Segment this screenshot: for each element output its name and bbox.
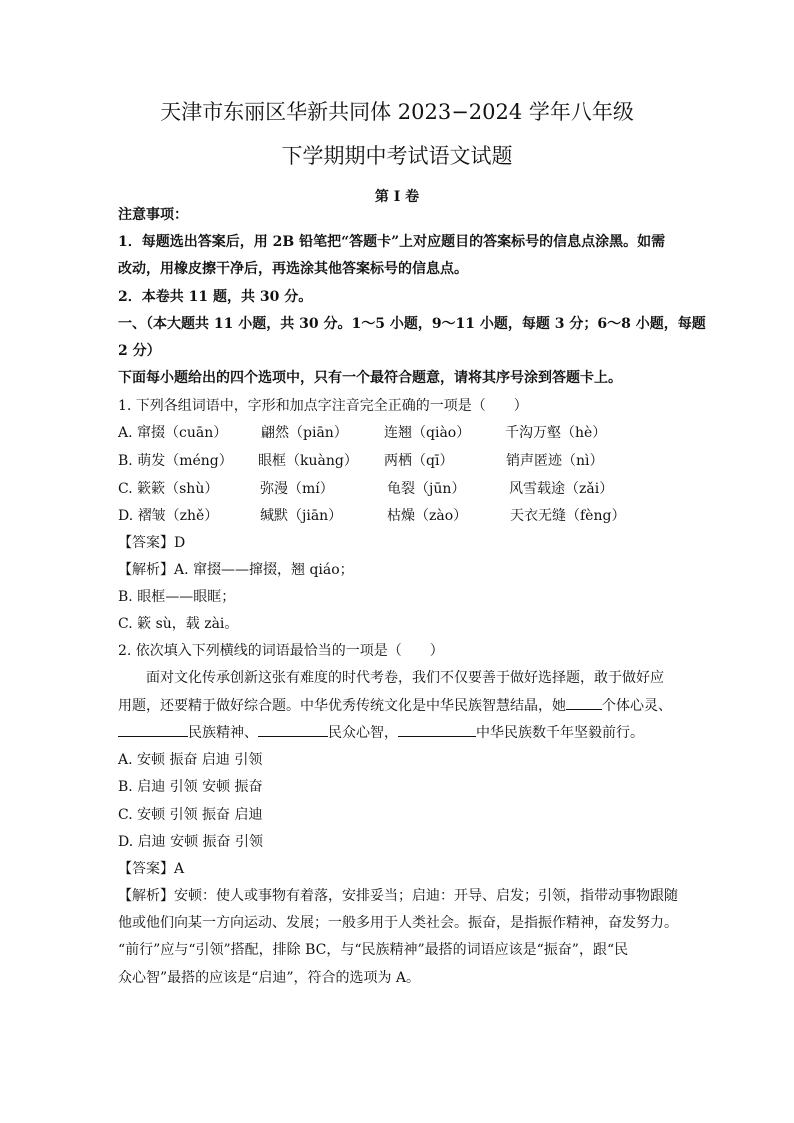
exam-title-line1: 天津市东丽区华新共同体 2023−2024 学年八年级	[160, 100, 634, 124]
q1-option-b-3: 两栖（qī）	[384, 453, 454, 469]
q1-analysis-2: B. 眼框——眼眶；	[118, 589, 236, 605]
q2-blank-3	[258, 722, 328, 737]
q2-passage-2a: 用题，还要精于做好综合题。中华优秀传统文化是中华民族智慧结晶，她	[118, 698, 566, 714]
q2-analysis-1-text: 安顿：使人或事物有着落，安排妥当；启迪：开导、启发；引领，指带动事物跟随	[174, 888, 678, 904]
q1-option-b-2: 眼框（kuàng）	[258, 453, 358, 469]
q2-option-b: B. 启迪 引领 安顿 振奋	[118, 779, 263, 795]
q1-option-c-4: 风雪载途（zǎi）	[509, 481, 614, 497]
q1-option-d-2: 缄默（jiān）	[260, 508, 343, 524]
q2-blank-1	[566, 695, 602, 710]
q2-option-c: C. 安顿 引领 振奋 启迪	[118, 807, 263, 823]
q2-option-a: A. 安顿 振奋 启迪 引领	[118, 752, 263, 768]
q2-analysis-4: 众心智”最搭的应该是“启迪”，符合的选项为 A。	[118, 970, 421, 986]
q1-option-c-3: 龟裂（jūn）	[387, 481, 466, 497]
part1-header-b: 2 分）	[118, 343, 161, 359]
q1-answer: 【答案】D	[118, 535, 186, 551]
q2-option-d: D. 启迪 安顿 振奋 引领	[118, 834, 263, 850]
q1-option-d-1: D. 褶皱（zhě）	[118, 508, 219, 524]
q2-passage-3c: 中华民族数千年坚毅前行。	[476, 725, 644, 741]
q2-passage-3a: 民族精神、	[188, 725, 258, 741]
q2-analysis-3: “前行”应与“引领”搭配，排除 BC，与“民族精神”最搭的词语应该是“振奋”，跟“民	[118, 942, 629, 958]
notice-item-1b: 改动，用橡皮擦干净后，再选涂其他答案标号的信息点。	[118, 261, 468, 277]
q2-stem: 2. 依次填入下列横线的词语最恰当的一项是（ ）	[118, 643, 444, 659]
q2-analysis-2: 他或他们向某一方向运动、发展；一般多用于人类社会。振奋，是指振作精神，奋发努力。	[118, 915, 678, 931]
notice-item-1a: 1．每题选出答案后，用 2B 铅笔把“答题卡”上对应题目的答案标号的信息点涂黑。如需	[118, 234, 666, 250]
q1-option-d-4: 天衣无缝（fèng）	[510, 508, 626, 524]
notice-heading: 注意事项：	[118, 207, 188, 223]
q1-option-b-1: B. 萌发（méng）	[118, 453, 233, 469]
q2-passage-2	[118, 695, 672, 716]
q1-analysis-3: C. 簌 sù，载 zài。	[118, 616, 239, 632]
q2-passage-3b: 民众心智，	[328, 725, 398, 741]
q2-blank-2	[118, 722, 188, 737]
q2-passage-2b: 个体心灵、	[602, 698, 672, 714]
section-label: 第 I 卷	[374, 189, 420, 205]
q1-option-d-3: 枯燥（zào）	[387, 508, 468, 524]
q1-option-c-1: C. 簌簌（shù）	[118, 481, 219, 497]
q1-option-a-1: A. 窜掇（cuān）	[118, 425, 228, 441]
q2-passage-1: 面对文化传承创新这张有难度的时代考卷，我们不仅要善于做好选择题，敢于做好应	[146, 670, 664, 686]
part1-header-a: 一、（本大题共 11 小题，共 30 分。1～5 小题，9～11 小题，每题 3 分；6～8 小题，每题	[118, 316, 706, 332]
q2-answer: 【答案】A	[118, 861, 185, 877]
q2-analysis-head: 【解析】	[118, 888, 174, 904]
part1-instruction: 下面每小题给出的四个选项中，只有一个最符合题意，请将其序号涂到答题卡上。	[118, 370, 622, 386]
q1-option-b-4: 销声匿迹（nì）	[506, 453, 604, 469]
notice-item-2: 2．本卷共 11 题，共 30 分。	[118, 289, 313, 305]
q2-passage-3	[118, 722, 644, 743]
q1-option-a-4: 千沟万壑（hè）	[505, 425, 607, 441]
q1-stem: 1. 下列各组词语中，字形和加点字注音完全正确的一项是（ ）	[118, 398, 528, 414]
q1-analysis-1: 【解析】A. 窜掇——撺掇，翘 qiáo；	[118, 562, 354, 578]
q1-option-a-3: 连翘（qiào）	[384, 425, 471, 441]
q1-option-c-2: 弥漫（mí）	[260, 481, 334, 497]
q2-analysis-1	[118, 886, 678, 906]
exam-title-line2: 下学期期中考试语文试题	[281, 144, 513, 168]
q1-option-a-2: 翩然（piān）	[261, 425, 348, 441]
q2-blank-4	[398, 722, 476, 737]
